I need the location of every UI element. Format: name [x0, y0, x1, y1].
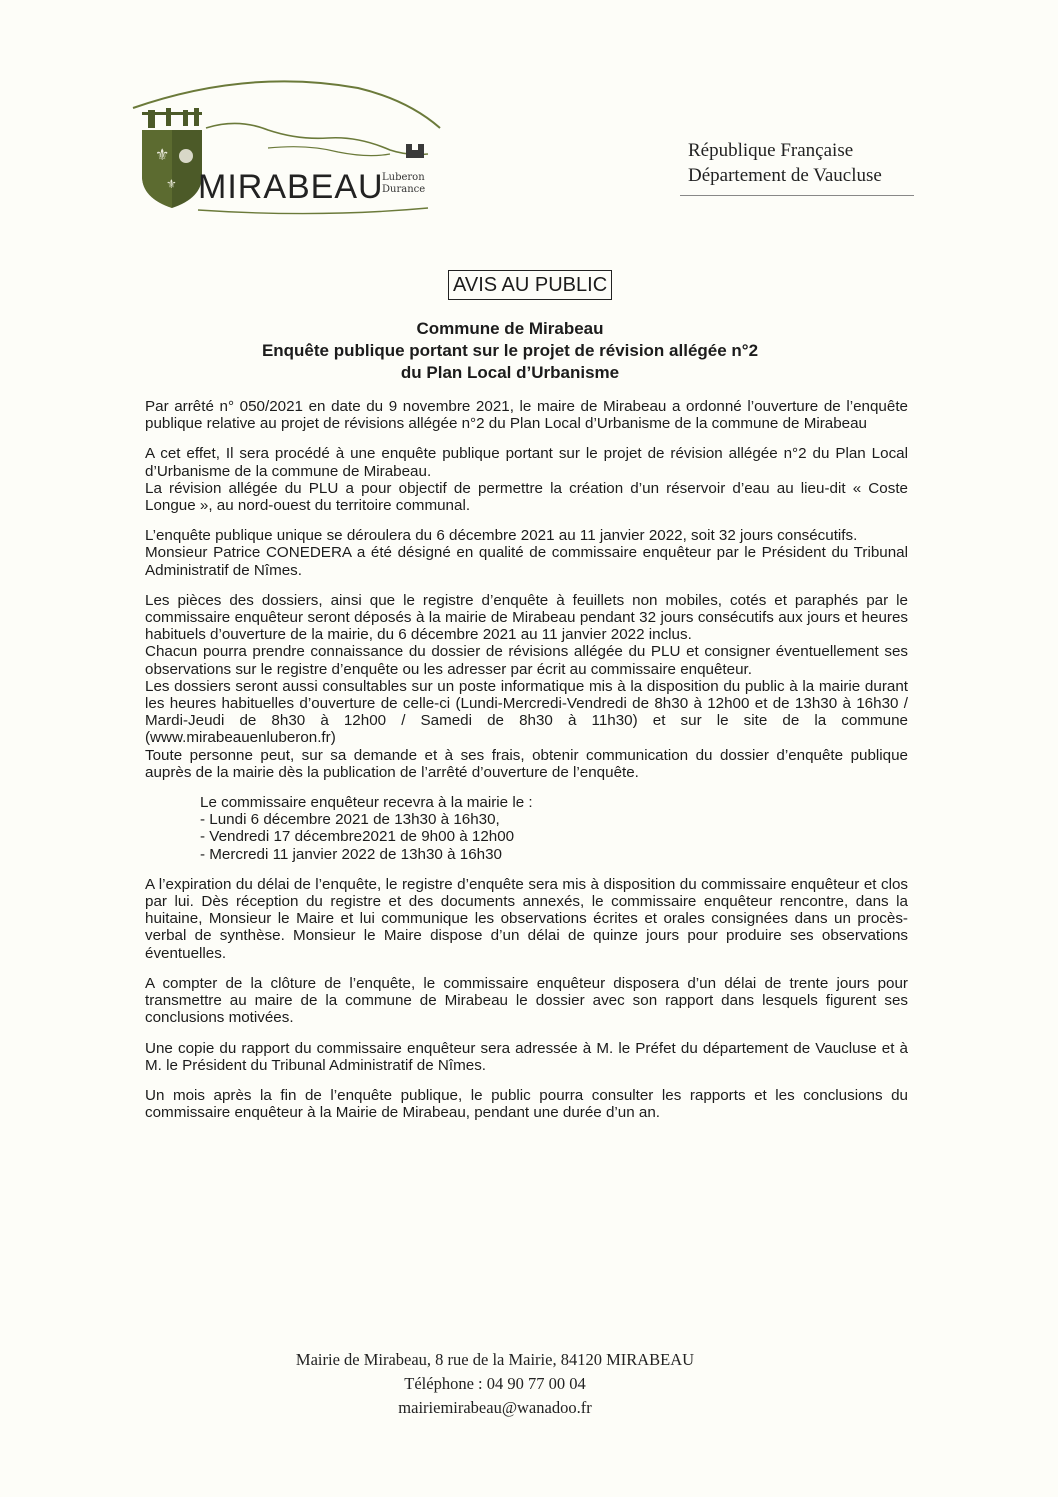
paragraph-expiration: A l’expiration du délai de l’enquête, le registre d’enquête sera mis à disposition du commissaire enquêteur et clos par lui. Dès réception du registre et des documents annexés, le commissaire enquêteur rencontre, dans la huitaine, Monsieur le Maire et lui communique les observations écrites et orales consignées dans un procès-verbal de synthèse. Monsieur le Maire dispose d’un délai de quinze jours pour produire ses observations éventuelles.: [145, 875, 908, 962]
permanence-intro: Le commissaire enquêteur recevra à la mairie le :: [200, 794, 533, 812]
logo-subtitle: [382, 172, 425, 196]
header-divider: [680, 195, 914, 196]
mirabeau-logo: [128, 68, 448, 218]
paragraph-request: Toute personne peut, sur sa demande et à ses frais, obtenir communication du dossier d’enquête publique auprès de la mairie dès la publication de l’arrêté d’ouverture de l’enquête.: [145, 746, 908, 781]
paragraph-purpose-1: A cet effet, Il sera procédé à une enquête publique portant sur le projet de révision allégée n°2 du Plan Local d’Urbanisme de la commune de Mirabeau.: [145, 445, 908, 480]
subject-line-2: Enquête publique portant sur le projet de révision allégée n°2: [261, 341, 759, 360]
footer-address: Mairie de Mirabeau, 8 rue de la Mairie, 84120 MIRABEAU: [295, 1350, 695, 1369]
department-line: Département de Vaucluse: [688, 165, 882, 186]
permanence-list: [145, 794, 908, 863]
paragraph-dates: L’enquête publique unique se déroulera du 6 décembre 2021 au 11 janvier 2022, soit 32 jours consécutifs.: [145, 527, 858, 545]
notice-title: AVIS AU PUBLIC: [448, 270, 612, 300]
paragraph-availability: Un mois après la fin de l’enquête publique, le public pourra consulter les rapports et les conclusions du commissaire enquêteur à la Mairie de Mirabeau, pendant une durée d’un an.: [145, 1086, 908, 1122]
paragraph-purpose-2: La révision allégée du PLU a pour objectif de permettre la création d’un réservoir d’eau au lieu-dit « Coste Longue », au nord-ouest du territoire communal.: [145, 479, 908, 515]
svg-text:⚜: ⚜: [166, 177, 177, 191]
paragraph-copy: Une copie du rapport du commissaire enquêteur sera adressée à M. le Préfet du département de Vaucluse et à M. le Président du Tribunal Administratif de Nîmes.: [145, 1039, 908, 1074]
footer-phone: Téléphone : 04 90 77 00 04: [404, 1374, 586, 1393]
footer-email: mairiemirabeau@wanadoo.fr: [398, 1398, 592, 1417]
paragraph-closure: A compter de la clôture de l’enquête, le commissaire enquêteur disposera d’un délai de trente jours pour transmettre au maire de la commune de Mirabeau le dossier avec son rapport dans lesquels figurent ses conclusions motivées.: [145, 974, 908, 1027]
paragraph-commissioner: Monsieur Patrice CONEDERA a été désigné en qualité de commissaire enquêteur par le Président du Tribunal Administratif de Nîmes.: [145, 544, 908, 579]
paragraph-decree: Par arrêté n° 050/2021 en date du 9 novembre 2021, le maire de Mirabeau a ordonné l’ouverture de l’enquête publique relative au projet de révisions allégée n°2 du Plan Local d’Urbanisme de la commune de Mirabeau: [145, 398, 908, 433]
logo-subtitle-2: Durance: [382, 184, 426, 195]
paragraph-documents: Les pièces des dossiers, ainsi que le registre d’enquête à feuillets non mobiles, cotés et paraphés par le commissaire enquêteur seront déposés à la mairie de Mirabeau pendant 32 jours consécutifs aux jours et heures habituels d’ouverture de la mairie, du 6 décembre 2021 au 11 janvier 2022 inclus.: [145, 591, 908, 644]
paragraph-online: Les dossiers seront aussi consultables sur un poste informatique mis à la disposition du public à la mairie durant les heures habituelles d’ouverture de celle-ci (Lundi-Mercredi-Vendredi de 8h30 à 12h00 et de 13h30 à 16h30 / Mardi-Jeudi de 8h30 à 12h00 / Samedi de 8h30 à 11h30) et sur le site de la commune (www.mirabeauenluberon.fr): [145, 677, 908, 747]
republic-header: [688, 138, 882, 188]
subject-line-1: Commune de Mirabeau: [416, 319, 604, 338]
subject-line-3: du Plan Local d’Urbanisme: [400, 363, 620, 382]
list-item: - Vendredi 17 décembre2021 de 9h00 à 12h00: [200, 828, 908, 845]
list-item: - Mercredi 11 janvier 2022 de 13h30 à 16h30: [200, 846, 908, 863]
paragraph-consultation: Chacun pourra prendre connaissance du dossier de révisions allégée du PLU et consigner éventuellement ses observations sur le registre d’enquête ou les adresser par écrit au commissaire enquêteur.: [145, 643, 908, 678]
svg-text:⚜: ⚜: [155, 145, 170, 164]
notice-subject: [120, 318, 900, 384]
logo-subtitle-1: Luberon: [382, 172, 425, 183]
permanence-items: [200, 811, 908, 863]
list-item: - Lundi 6 décembre 2021 de 13h30 à 16h30,: [200, 811, 908, 828]
contact-footer: [200, 1348, 790, 1420]
notice-body: [145, 398, 908, 1134]
logo-name: MIRABEAU: [198, 168, 384, 206]
republic-line: République Française: [688, 140, 854, 161]
